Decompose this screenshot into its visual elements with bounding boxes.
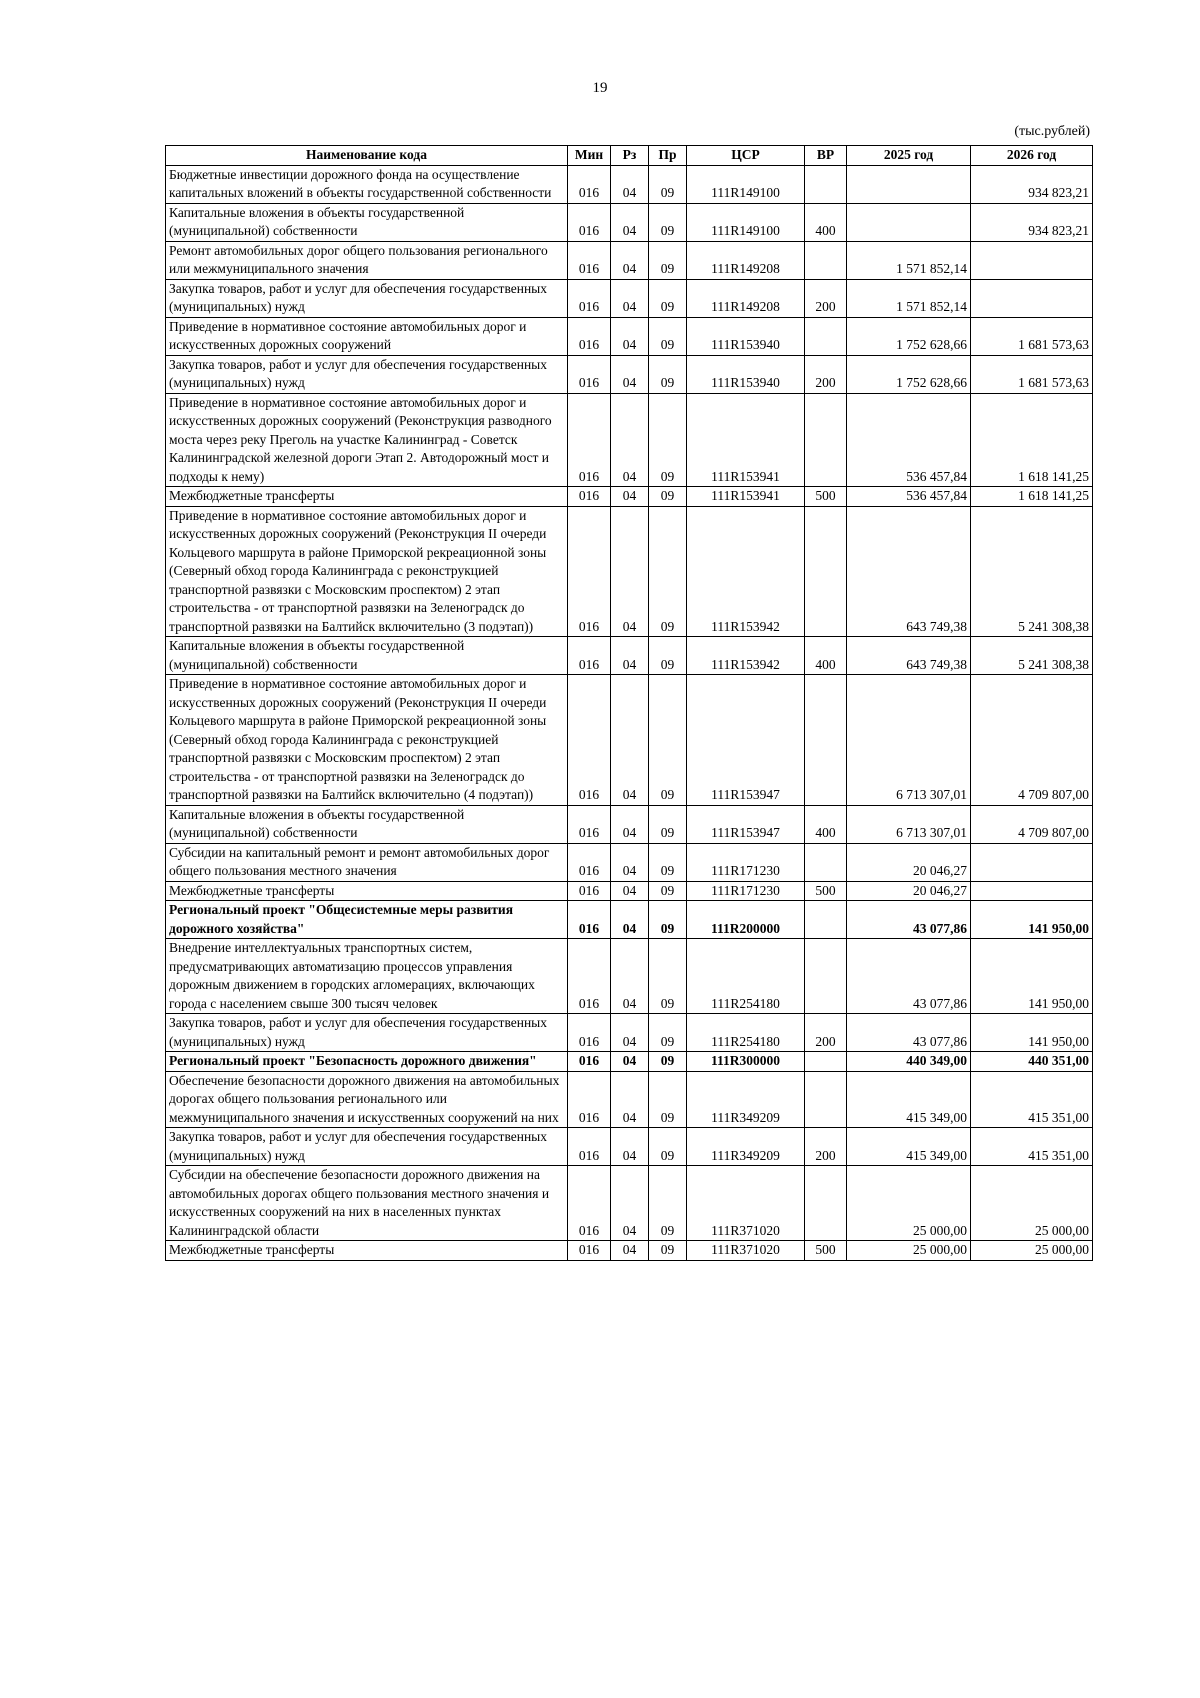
- table-row: [166, 279, 1093, 317]
- cell-pr: 09: [649, 241, 687, 279]
- cell-2025: 536 457,84: [847, 393, 971, 487]
- cell-min: 016: [568, 355, 611, 393]
- cell-pr: 09: [649, 805, 687, 843]
- table-row: [166, 355, 1093, 393]
- cell-pr: 09: [649, 487, 687, 507]
- cell-pr: 09: [649, 939, 687, 1014]
- cell-min: 016: [568, 241, 611, 279]
- cell-2026: 440 351,00: [971, 1052, 1093, 1072]
- cell-2026: 5 241 308,38: [971, 637, 1093, 675]
- cell-csr: 111R349209: [687, 1128, 805, 1166]
- cell-rz: 04: [611, 317, 649, 355]
- cell-min: 016: [568, 637, 611, 675]
- cell-min: 016: [568, 1071, 611, 1128]
- cell-name: Приведение в нормативное состояние автомобильных дорог и искусственных дорожных сооружений (Реконструкция II очереди Кольцевого маршрута в районе Приморской рекреационной зоны (Северный обход города Калининграда с реконструкцией транспортной развязки с Московским проспектом) 2 этап строительства - от транспортной развязки на Зеленоградск до транспортной развязки на Балтийск включительно (4 подэтап)): [166, 675, 568, 806]
- cell-csr: 111R149208: [687, 241, 805, 279]
- cell-vr: 200: [805, 279, 847, 317]
- header-pr: Пр: [649, 146, 687, 166]
- cell-pr: 09: [649, 1128, 687, 1166]
- cell-2025: 536 457,84: [847, 487, 971, 507]
- cell-pr: 09: [649, 1071, 687, 1128]
- cell-pr: 09: [649, 1241, 687, 1261]
- cell-pr: 09: [649, 1052, 687, 1072]
- cell-2026: 141 950,00: [971, 1014, 1093, 1052]
- table-row: [166, 1166, 1093, 1241]
- cell-vr: 500: [805, 881, 847, 901]
- table-row: [166, 487, 1093, 507]
- cell-vr: [805, 165, 847, 203]
- cell-rz: 04: [611, 355, 649, 393]
- cell-2026: 415 351,00: [971, 1128, 1093, 1166]
- cell-rz: 04: [611, 241, 649, 279]
- cell-2026: [971, 843, 1093, 881]
- cell-vr: 400: [805, 805, 847, 843]
- cell-2026: 1 618 141,25: [971, 393, 1093, 487]
- cell-rz: 04: [611, 487, 649, 507]
- cell-csr: 111R349209: [687, 1071, 805, 1128]
- cell-csr: 111R149100: [687, 203, 805, 241]
- cell-name: Внедрение интеллектуальных транспортных систем, предусматривающих автоматизацию процессов управления дорожным движением в городских агломерациях, включающих города с населением свыше 300 тысяч человек: [166, 939, 568, 1014]
- table-row: [166, 675, 1093, 806]
- cell-name: Региональный проект "Общесистемные меры развития дорожного хозяйства": [166, 901, 568, 939]
- table-row: [166, 203, 1093, 241]
- cell-csr: 111R153940: [687, 355, 805, 393]
- cell-min: 016: [568, 1166, 611, 1241]
- cell-csr: 111R153947: [687, 675, 805, 806]
- cell-rz: 04: [611, 203, 649, 241]
- cell-2025: 20 046,27: [847, 881, 971, 901]
- table-row: [166, 1128, 1093, 1166]
- cell-2025: 643 749,38: [847, 637, 971, 675]
- cell-name: Ремонт автомобильных дорог общего пользования регионального или межмуниципального значения: [166, 241, 568, 279]
- table-row: [166, 939, 1093, 1014]
- budget-table: [165, 145, 1093, 1261]
- cell-rz: 04: [611, 1241, 649, 1261]
- cell-vr: 400: [805, 203, 847, 241]
- cell-rz: 04: [611, 637, 649, 675]
- cell-2025: 6 713 307,01: [847, 675, 971, 806]
- cell-pr: 09: [649, 1014, 687, 1052]
- table-row: [166, 317, 1093, 355]
- cell-vr: [805, 1071, 847, 1128]
- cell-pr: 09: [649, 637, 687, 675]
- cell-rz: 04: [611, 1052, 649, 1072]
- cell-vr: 500: [805, 487, 847, 507]
- cell-rz: 04: [611, 1014, 649, 1052]
- table-row: [166, 506, 1093, 637]
- cell-2026: [971, 881, 1093, 901]
- cell-min: 016: [568, 1052, 611, 1072]
- cell-pr: 09: [649, 203, 687, 241]
- cell-min: 016: [568, 203, 611, 241]
- cell-rz: 04: [611, 1166, 649, 1241]
- table-row: [166, 1071, 1093, 1128]
- cell-vr: [805, 1052, 847, 1072]
- cell-rz: 04: [611, 393, 649, 487]
- cell-csr: 111R153940: [687, 317, 805, 355]
- header-csr: ЦСР: [687, 146, 805, 166]
- cell-csr: 111R254180: [687, 939, 805, 1014]
- table-body: [166, 165, 1093, 1260]
- cell-rz: 04: [611, 675, 649, 806]
- cell-2025: 415 349,00: [847, 1071, 971, 1128]
- cell-min: 016: [568, 165, 611, 203]
- cell-pr: 09: [649, 675, 687, 806]
- cell-csr: 111R371020: [687, 1166, 805, 1241]
- cell-rz: 04: [611, 881, 649, 901]
- cell-2025: 43 077,86: [847, 1014, 971, 1052]
- cell-csr: 111R300000: [687, 1052, 805, 1072]
- cell-2025: 1 571 852,14: [847, 241, 971, 279]
- cell-csr: 111R153947: [687, 805, 805, 843]
- cell-2025: 20 046,27: [847, 843, 971, 881]
- cell-min: 016: [568, 675, 611, 806]
- cell-2025: [847, 203, 971, 241]
- cell-2025: 43 077,86: [847, 901, 971, 939]
- cell-pr: 09: [649, 506, 687, 637]
- table-row: [166, 1014, 1093, 1052]
- cell-vr: [805, 393, 847, 487]
- cell-csr: 111R171230: [687, 881, 805, 901]
- units-label: (тыс.рублей): [1014, 124, 1090, 139]
- cell-name: Межбюджетные трансферты: [166, 1241, 568, 1261]
- cell-min: 016: [568, 1014, 611, 1052]
- cell-csr: 111R171230: [687, 843, 805, 881]
- cell-csr: 111R153941: [687, 393, 805, 487]
- cell-2026: 934 823,21: [971, 203, 1093, 241]
- cell-2026: 141 950,00: [971, 939, 1093, 1014]
- cell-csr: 111R149100: [687, 165, 805, 203]
- cell-csr: 111R153941: [687, 487, 805, 507]
- cell-2025: 43 077,86: [847, 939, 971, 1014]
- table-row: [166, 241, 1093, 279]
- table-row: [166, 165, 1093, 203]
- cell-csr: 111R153942: [687, 506, 805, 637]
- cell-vr: [805, 843, 847, 881]
- cell-name: Приведение в нормативное состояние автомобильных дорог и искусственных дорожных сооружений (Реконструкция II очереди Кольцевого маршрута в районе Приморской рекреационной зоны (Северный обход города Калининграда с реконструкцией транспортной развязки с Московским проспектом) 2 этап строительства - от транспортной развязки на Зеленоградск до транспортной развязки на Балтийск включительно (3 подэтап)): [166, 506, 568, 637]
- cell-name: Межбюджетные трансферты: [166, 881, 568, 901]
- cell-name: Субсидии на обеспечение безопасности дорожного движения на автомобильных дорогах общего пользования местного значения и искусственных сооружений на них в населенных пунктах Калининградской области: [166, 1166, 568, 1241]
- table-row: [166, 1052, 1093, 1072]
- cell-rz: 04: [611, 279, 649, 317]
- cell-name: Капитальные вложения в объекты государственной (муниципальной) собственности: [166, 637, 568, 675]
- cell-2025: 415 349,00: [847, 1128, 971, 1166]
- cell-name: Региональный проект "Безопасность дорожного движения": [166, 1052, 568, 1072]
- cell-name: Капитальные вложения в объекты государственной (муниципальной) собственности: [166, 805, 568, 843]
- cell-pr: 09: [649, 317, 687, 355]
- cell-2026: 1 681 573,63: [971, 355, 1093, 393]
- cell-min: 016: [568, 279, 611, 317]
- cell-csr: 111R371020: [687, 1241, 805, 1261]
- cell-pr: 09: [649, 393, 687, 487]
- cell-2025: 1 752 628,66: [847, 317, 971, 355]
- cell-min: 016: [568, 901, 611, 939]
- cell-rz: 04: [611, 843, 649, 881]
- table-row: [166, 1241, 1093, 1261]
- cell-pr: 09: [649, 279, 687, 317]
- cell-vr: [805, 901, 847, 939]
- cell-name: Межбюджетные трансферты: [166, 487, 568, 507]
- table-row: [166, 393, 1093, 487]
- cell-min: 016: [568, 881, 611, 901]
- cell-vr: [805, 939, 847, 1014]
- header-rz: Рз: [611, 146, 649, 166]
- cell-2026: 25 000,00: [971, 1166, 1093, 1241]
- cell-min: 016: [568, 1128, 611, 1166]
- cell-2026: 4 709 807,00: [971, 675, 1093, 806]
- cell-name: Капитальные вложения в объекты государственной (муниципальной) собственности: [166, 203, 568, 241]
- cell-min: 016: [568, 939, 611, 1014]
- cell-name: Приведение в нормативное состояние автомобильных дорог и искусственных дорожных сооружений: [166, 317, 568, 355]
- cell-2026: 1 681 573,63: [971, 317, 1093, 355]
- table-header-row: [166, 146, 1093, 166]
- cell-min: 016: [568, 393, 611, 487]
- cell-vr: [805, 506, 847, 637]
- cell-2026: 4 709 807,00: [971, 805, 1093, 843]
- cell-min: 016: [568, 843, 611, 881]
- cell-2026: 934 823,21: [971, 165, 1093, 203]
- cell-min: 016: [568, 1241, 611, 1261]
- cell-rz: 04: [611, 1128, 649, 1166]
- cell-pr: 09: [649, 901, 687, 939]
- cell-vr: [805, 241, 847, 279]
- cell-2025: 643 749,38: [847, 506, 971, 637]
- cell-csr: 111R254180: [687, 1014, 805, 1052]
- cell-min: 016: [568, 805, 611, 843]
- cell-2025: 25 000,00: [847, 1166, 971, 1241]
- cell-pr: 09: [649, 165, 687, 203]
- header-min: Мин: [568, 146, 611, 166]
- cell-csr: 111R200000: [687, 901, 805, 939]
- cell-csr: 111R153942: [687, 637, 805, 675]
- cell-2026: 415 351,00: [971, 1071, 1093, 1128]
- table-row: [166, 637, 1093, 675]
- cell-pr: 09: [649, 881, 687, 901]
- cell-rz: 04: [611, 1071, 649, 1128]
- cell-rz: 04: [611, 805, 649, 843]
- cell-2025: 1 752 628,66: [847, 355, 971, 393]
- cell-2026: 1 618 141,25: [971, 487, 1093, 507]
- cell-2026: 141 950,00: [971, 901, 1093, 939]
- cell-vr: 200: [805, 355, 847, 393]
- cell-name: Бюджетные инвестиции дорожного фонда на осуществление капитальных вложений в объекты государственной собственности: [166, 165, 568, 203]
- table-row: [166, 843, 1093, 881]
- cell-2025: 440 349,00: [847, 1052, 971, 1072]
- table-row: [166, 805, 1093, 843]
- cell-min: 016: [568, 317, 611, 355]
- cell-2026: 5 241 308,38: [971, 506, 1093, 637]
- header-vr: ВР: [805, 146, 847, 166]
- cell-2026: [971, 279, 1093, 317]
- page-number: 19: [592, 80, 608, 96]
- cell-vr: [805, 1166, 847, 1241]
- header-name: Наименование кода: [166, 146, 568, 166]
- cell-vr: 400: [805, 637, 847, 675]
- cell-2025: 6 713 307,01: [847, 805, 971, 843]
- cell-csr: 111R149208: [687, 279, 805, 317]
- cell-min: 016: [568, 487, 611, 507]
- cell-name: Обеспечение безопасности дорожного движения на автомобильных дорогах общего пользования регионального или межмуниципального значения и искусственных сооружений на них: [166, 1071, 568, 1128]
- cell-rz: 04: [611, 939, 649, 1014]
- cell-2025: 1 571 852,14: [847, 279, 971, 317]
- cell-2025: 25 000,00: [847, 1241, 971, 1261]
- cell-name: Приведение в нормативное состояние автомобильных дорог и искусственных дорожных сооружений (Реконструкция разводного моста через реку Преголь на участке Калининград - Советск Калининградской железной дороги Этап 2. Автодорожный мост и подходы к нему): [166, 393, 568, 487]
- cell-pr: 09: [649, 843, 687, 881]
- cell-rz: 04: [611, 165, 649, 203]
- cell-name: Закупка товаров, работ и услуг для обеспечения государственных (муниципальных) нужд: [166, 1014, 568, 1052]
- cell-vr: [805, 675, 847, 806]
- header-2026: 2026 год: [971, 146, 1093, 166]
- cell-min: 016: [568, 506, 611, 637]
- cell-2026: 25 000,00: [971, 1241, 1093, 1261]
- cell-pr: 09: [649, 355, 687, 393]
- cell-2025: [847, 165, 971, 203]
- header-2025: 2025 год: [847, 146, 971, 166]
- cell-rz: 04: [611, 506, 649, 637]
- cell-name: Закупка товаров, работ и услуг для обеспечения государственных (муниципальных) нужд: [166, 279, 568, 317]
- cell-rz: 04: [611, 901, 649, 939]
- table-row: [166, 901, 1093, 939]
- cell-name: Субсидии на капитальный ремонт и ремонт автомобильных дорог общего пользования местного значения: [166, 843, 568, 881]
- cell-name: Закупка товаров, работ и услуг для обеспечения государственных (муниципальных) нужд: [166, 1128, 568, 1166]
- table-row: [166, 881, 1093, 901]
- cell-vr: 500: [805, 1241, 847, 1261]
- cell-pr: 09: [649, 1166, 687, 1241]
- cell-vr: 200: [805, 1128, 847, 1166]
- cell-vr: [805, 317, 847, 355]
- cell-vr: 200: [805, 1014, 847, 1052]
- cell-2026: [971, 241, 1093, 279]
- cell-name: Закупка товаров, работ и услуг для обеспечения государственных (муниципальных) нужд: [166, 355, 568, 393]
